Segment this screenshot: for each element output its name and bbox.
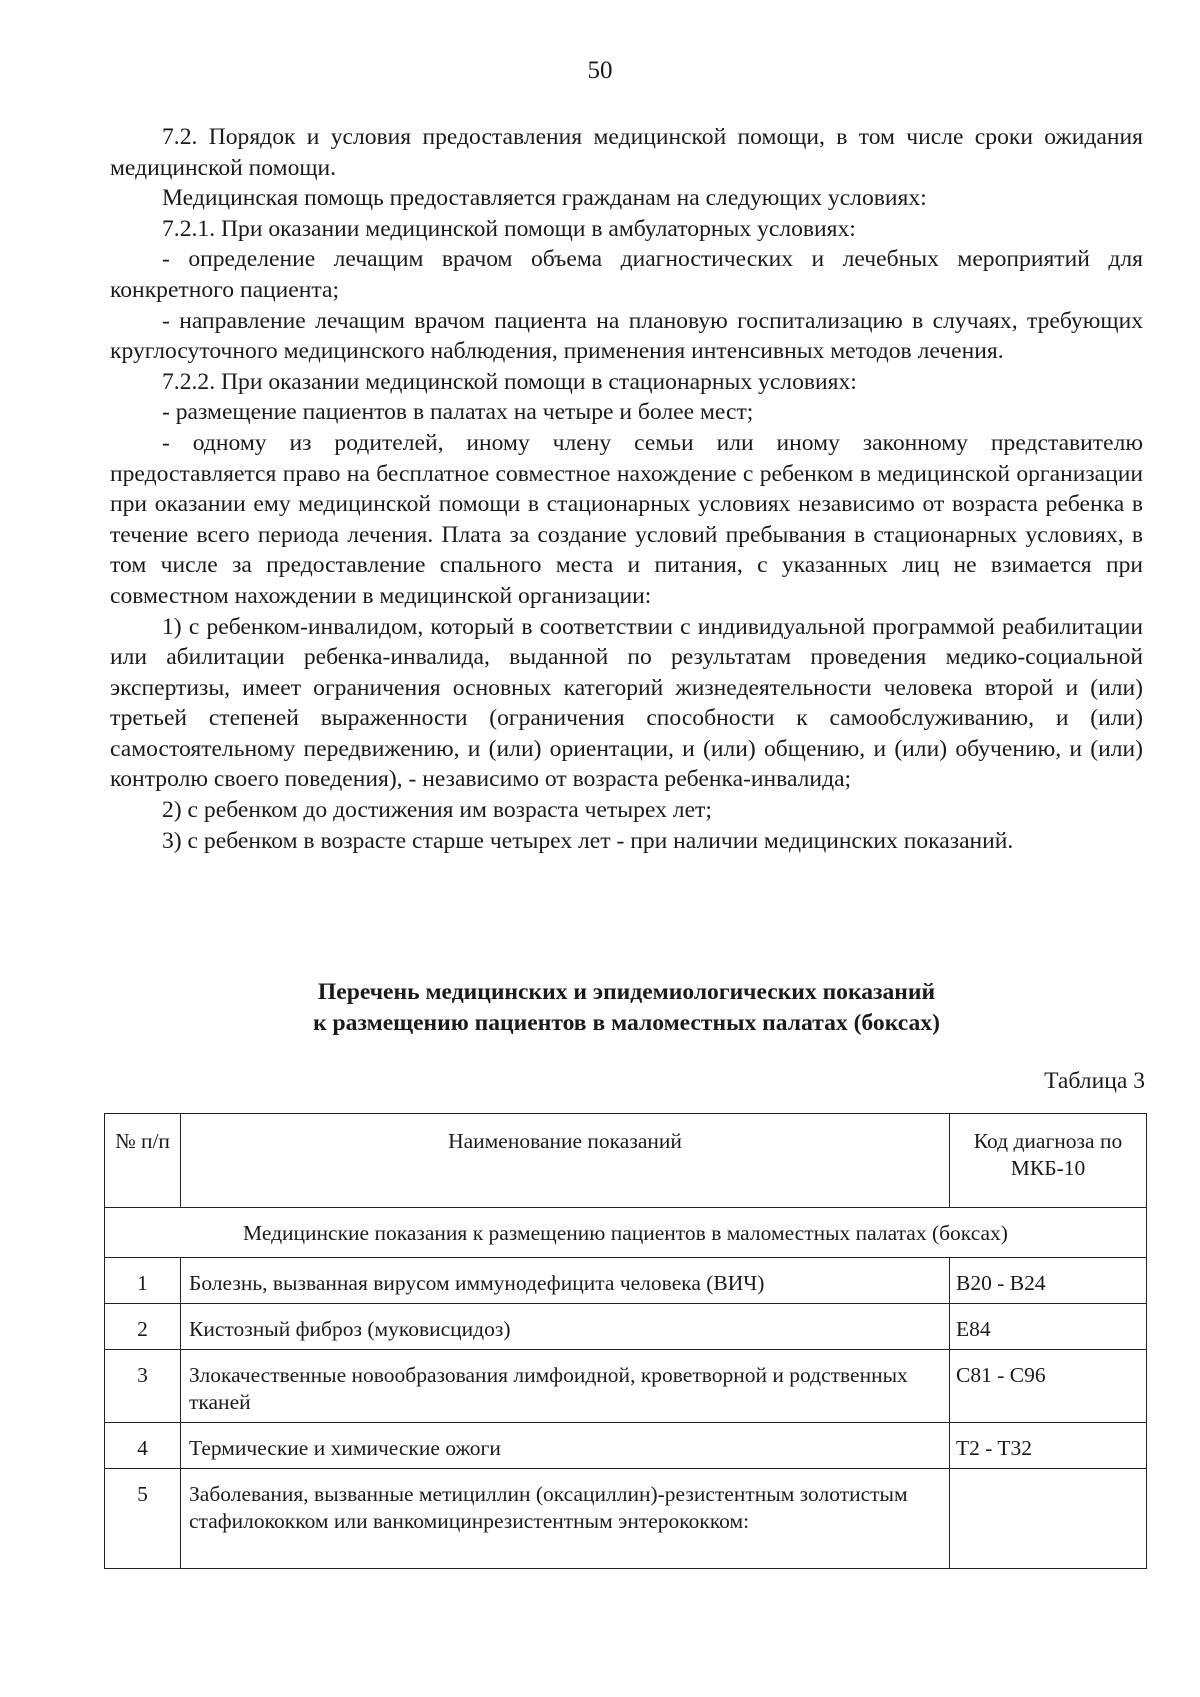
- row-num: 4: [105, 1423, 181, 1469]
- paragraph: 7.2.1. При оказании медицинской помощи в амбулаторных условиях:: [162, 215, 856, 242]
- row-code: [950, 1469, 1147, 1569]
- table-header-row: [105, 1114, 1147, 1208]
- list-item: 2) с ребенком до достижения им возраста четырех лет;: [162, 797, 712, 824]
- header-name: Наименование показаний: [181, 1114, 950, 1208]
- row-num: 3: [105, 1350, 181, 1423]
- page-number: 50: [587, 57, 613, 84]
- row-code: B20 - B24: [950, 1258, 1147, 1304]
- table-title: [110, 977, 1143, 1039]
- table-title-line: к размещению пациентов в маломестных палатах (боксах): [313, 1010, 940, 1036]
- list-item: - направление лечащим врачом пациента на плановую госпитализацию в случаях, требующих круглосуточного медицинского наблюдения, применения интенсивных методов лечения.: [110, 307, 1143, 365]
- row-code: C81 - C96: [950, 1350, 1147, 1423]
- row-name: Злокачественные новообразования лимфоидной, кроветворной и родственных тканей: [181, 1350, 950, 1423]
- list-item: 3) с ребенком в возрасте старше четырех лет - при наличии медицинских показаний.: [162, 827, 1014, 854]
- row-num: 1: [105, 1258, 181, 1304]
- row-name: Кистозный фиброз (муковисцидоз): [181, 1304, 950, 1350]
- list-item: 1) с ребенком-инвалидом, который в соответствии с индивидуальной программой реабилитации или абилитации ребенка-инвалида, выданной по результатам проведения медико-социальной экспертизы, имеет ограничения основных категорий жизнедеятельности человека второй и (или) третьей степеней выраженности (ограничения способности к самообслуживанию, и (или) самостоятельному передвижению, и (или) ориентации, и (или) общению, и (или) обучению, и (или) контролю своего поведения), - независимо от возраста ребенка-инвалида;: [110, 613, 1143, 793]
- table-row: [105, 1423, 1147, 1469]
- paragraph: Медицинская помощь предоставляется гражданам на следующих условиях:: [162, 185, 927, 212]
- table-row: [105, 1304, 1147, 1350]
- section-label: Медицинские показания к размещению пациентов в маломестных палатах (боксах): [105, 1208, 1147, 1258]
- row-code: E84: [950, 1304, 1147, 1350]
- row-name: Заболевания, вызванные метициллин (оксациллин)-резистентным золотистым стафилококком или ванкомицинрезистентным энтерококком:: [181, 1469, 950, 1569]
- row-code: T2 - T32: [950, 1423, 1147, 1469]
- table-row: [105, 1469, 1147, 1569]
- table-title-line: Перечень медицинских и эпидемиологических показаний: [317, 979, 936, 1005]
- body-text: [110, 122, 1143, 856]
- table-row: [105, 1258, 1147, 1304]
- row-num: 5: [105, 1469, 181, 1569]
- table-section-row: [105, 1208, 1147, 1258]
- header-num: № п/п: [105, 1114, 181, 1208]
- row-name: Болезнь, вызванная вирусом иммунодефицита человека (ВИЧ): [181, 1258, 950, 1304]
- table-row: [105, 1350, 1147, 1423]
- list-item: - размещение пациентов в палатах на четыре и более мест;: [162, 399, 754, 426]
- row-name: Термические и химические ожоги: [181, 1423, 950, 1469]
- paragraph: 7.2. Порядок и условия предоставления медицинской помощи, в том числе сроки ожидания медицинской помощи.: [110, 124, 1143, 181]
- header-code: Код диагноза по МКБ-10: [950, 1114, 1147, 1208]
- indications-table: [104, 1113, 1147, 1569]
- row-num: 2: [105, 1304, 181, 1350]
- table-caption: Таблица 3: [1044, 1068, 1145, 1094]
- list-item: - определение лечащим врачом объема диагностических и лечебных мероприятий для конкретного пациента;: [110, 246, 1143, 303]
- list-item: - одному из родителей, иному члену семьи или иному законному представителю предоставляется право на бесплатное совместное нахождение с ребенком в медицинской организации при оказании ему медицинской помощи в стационарных условиях независимо от возраста ребенка в течение всего периода лечения. Плата за создание условий пребывания в стационарных условиях, в том числе за предоставление спального места и питания, с указанных лиц не взимается при совместном нахождении в медицинской организации:: [110, 429, 1143, 609]
- paragraph: 7.2.2. При оказании медицинской помощи в стационарных условиях:: [162, 368, 857, 395]
